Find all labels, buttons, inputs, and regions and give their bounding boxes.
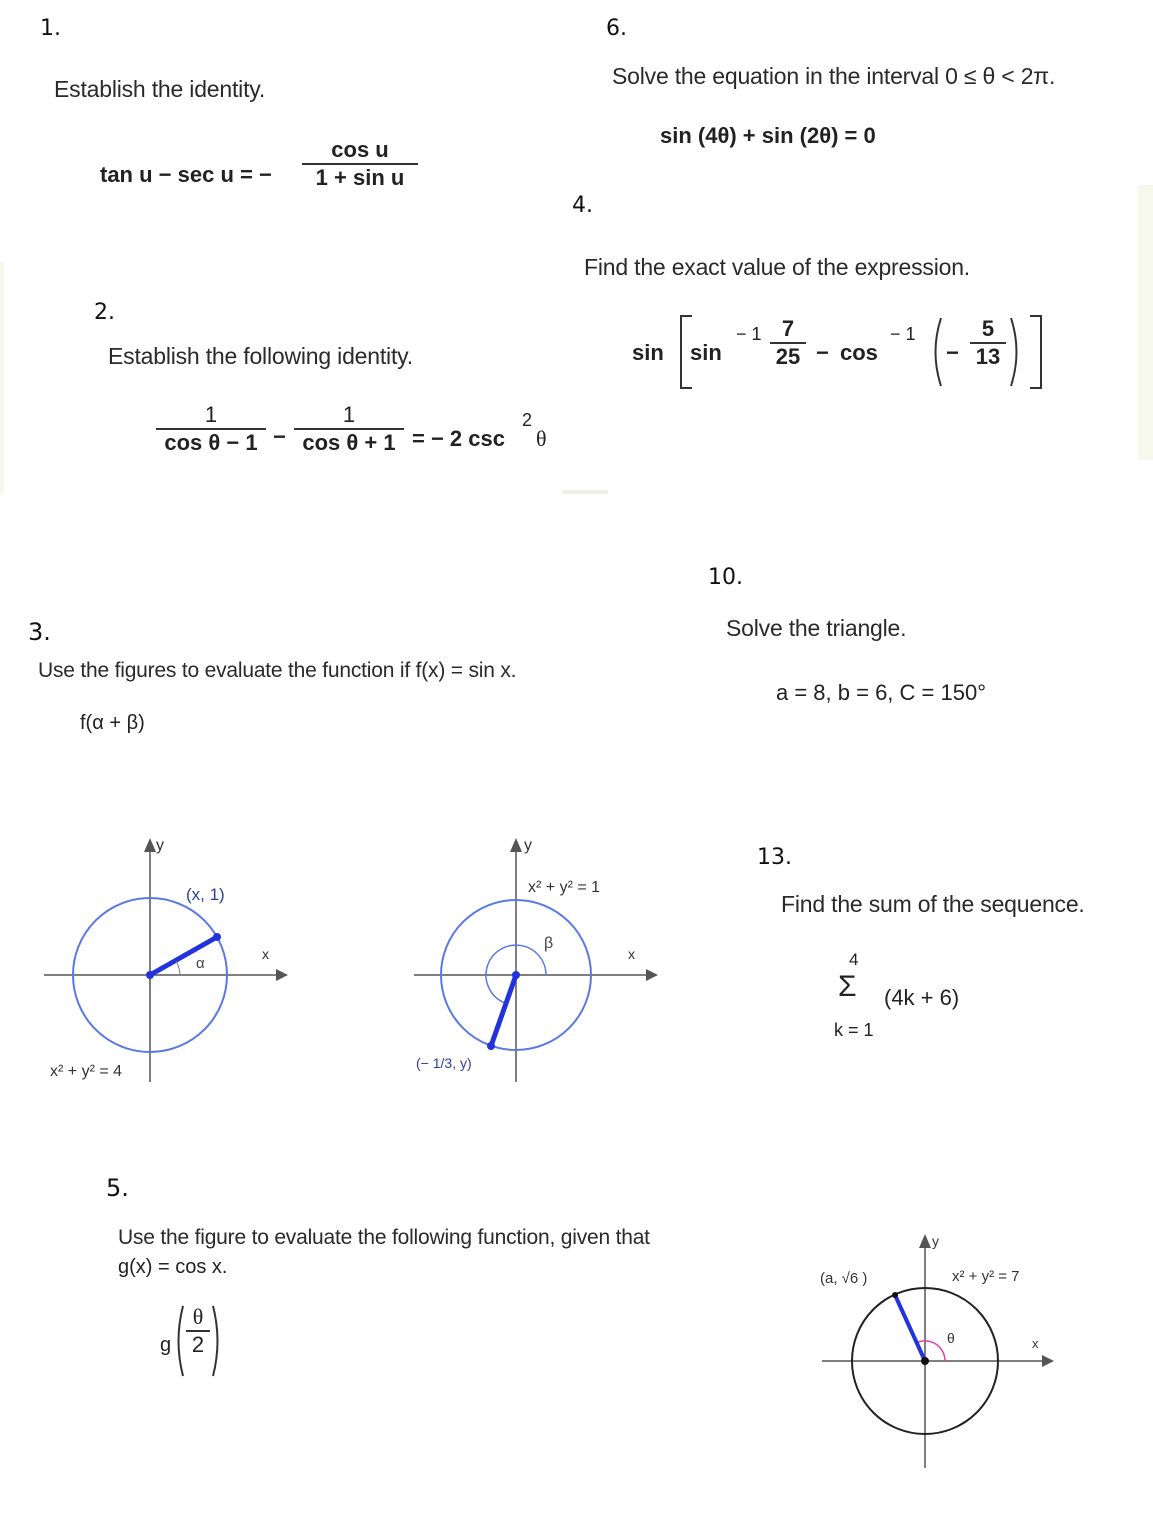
problem-3-number: 3. [28,618,51,646]
problem-2-rhs: = − 2 csc [412,426,505,451]
problem-4-numerator-1: 7 [781,316,795,341]
point-label: (− 1/3, y) [416,1055,472,1071]
problem-1-numerator: cos u [331,137,389,162]
problem-6-number: 6. [606,16,627,41]
origin-dot [146,971,154,979]
problem-4-fraction-1 [770,316,806,370]
problem-5-left-paren [172,1302,186,1380]
y-label: y [524,837,532,854]
y-axis-arrow [144,838,156,852]
problem-4-sin-inner: sin [690,340,722,365]
origin-dot [512,971,520,979]
problem-1-lhs: tan u − sec u = − [100,162,272,187]
x-label: x [1032,1336,1039,1351]
problem-3-prompt: Use the figures to evaluate the function if f(x) = sin x. [38,659,517,682]
problem-2-denominator-2: cos θ + 1 [302,430,396,455]
angle-label: α [196,955,205,972]
problem-1-prompt: Establish the identity. [54,76,266,102]
background-strip-right [1138,185,1153,460]
figure-theta [800,1228,1070,1478]
problem-5-right-paren [210,1302,224,1380]
problem-2-prompt: Establish the following identity. [108,343,413,369]
problem-2-exponent: 2 [522,410,533,430]
problem-4-right-paren-bracket [1006,312,1046,392]
endpoint-dot [487,1042,495,1050]
problem-13-number: 13. [757,845,792,870]
x-axis-arrow [646,969,658,981]
problem-5-denominator: 2 [191,1332,205,1357]
problem-6-prompt: Solve the equation in the interval 0 ≤ θ < 2π. [612,63,1056,89]
problem-1-fraction [302,137,418,191]
circle-equation: x² + y² = 7 [952,1268,1020,1285]
problem-2-numerator-2: 1 [342,402,356,427]
circle-equation: x² + y² = 4 [50,1063,123,1080]
problem-10-prompt: Solve the triangle. [726,615,907,641]
problem-2-fraction-1 [156,402,266,456]
problem-2-theta: θ [536,426,547,451]
problem-4-denominator-1: 25 [775,344,801,369]
radius-segment [491,975,516,1046]
problem-13-lower-limit: k = 1 [834,1020,874,1040]
problem-4-number: 4. [572,193,593,218]
problem-1-number: 1. [40,16,61,41]
y-label: y [932,1233,939,1249]
angle-label: θ [947,1330,955,1346]
problem-13-term: (4k + 6) [884,985,960,1010]
x-axis-arrow [1042,1355,1054,1367]
problem-4-numerator-2: 5 [981,316,995,341]
x-label: x [628,946,635,962]
problem-5-prompt-line-1: Use the figure to evaluate the following function, given that [118,1226,650,1249]
figure-beta [406,830,666,1090]
background-strip-left [0,262,4,494]
point-label: (x, 1) [186,885,225,904]
problem-5-fraction [186,1304,210,1358]
problem-4-prompt: Find the exact value of the expression. [584,254,970,280]
angle-arc [176,961,180,975]
problem-10-givens: a = 8, b = 6, C = 150° [776,680,986,705]
problem-10-number: 10. [708,565,743,590]
problem-1-denominator: 1 + sin u [315,165,405,190]
y-label: y [156,837,164,854]
problem-2-numerator-1: 1 [204,402,218,427]
y-axis-arrow [510,838,522,852]
problem-4-inverse-1: − 1 [736,324,762,344]
problem-4-negative: − [946,340,959,365]
figure-alpha [36,830,296,1090]
problem-5-numerator: θ [192,1304,204,1329]
problem-13-upper-limit: 4 [849,950,859,969]
y-axis-arrow [919,1234,931,1248]
problem-4-cos: cos [840,340,878,365]
problem-6-equation: sin (4θ) + sin (2θ) = 0 [660,123,876,148]
problem-3-expression: f(α + β) [80,712,145,734]
problem-4-inverse-2: − 1 [890,324,916,344]
origin-dot [921,1357,929,1365]
angle-label: β [544,935,554,952]
problem-2-denominator-1: cos θ − 1 [164,430,258,455]
problem-4-left-paren [926,312,946,392]
problem-13-prompt: Find the sum of the sequence. [781,891,1085,917]
problem-2-number: 2. [94,300,115,325]
x-label: x [262,946,269,962]
problem-2-fraction-2 [294,402,404,456]
endpoint-dot [213,933,221,941]
background-strip-bottom [562,490,608,494]
problem-4-sin-outer: sin [632,340,664,365]
problem-13-sigma: Σ [838,970,857,1003]
x-axis-arrow [276,969,288,981]
radius-segment [150,937,217,975]
problem-5-number: 5. [106,1174,129,1202]
circle-equation: x² + y² = 1 [528,879,601,896]
point-label: (a, √6 ) [820,1270,868,1287]
problem-4-denominator-2: 13 [975,344,1001,369]
problem-5-g: g [160,1334,172,1356]
problem-2-minus: − [273,424,286,449]
endpoint-dot [892,1292,898,1298]
problem-4-fraction-2 [970,316,1006,370]
problem-5-prompt-line-2: g(x) = cos x. [118,1256,228,1278]
radius-segment [895,1295,925,1361]
problem-4-minus: − [816,340,829,365]
